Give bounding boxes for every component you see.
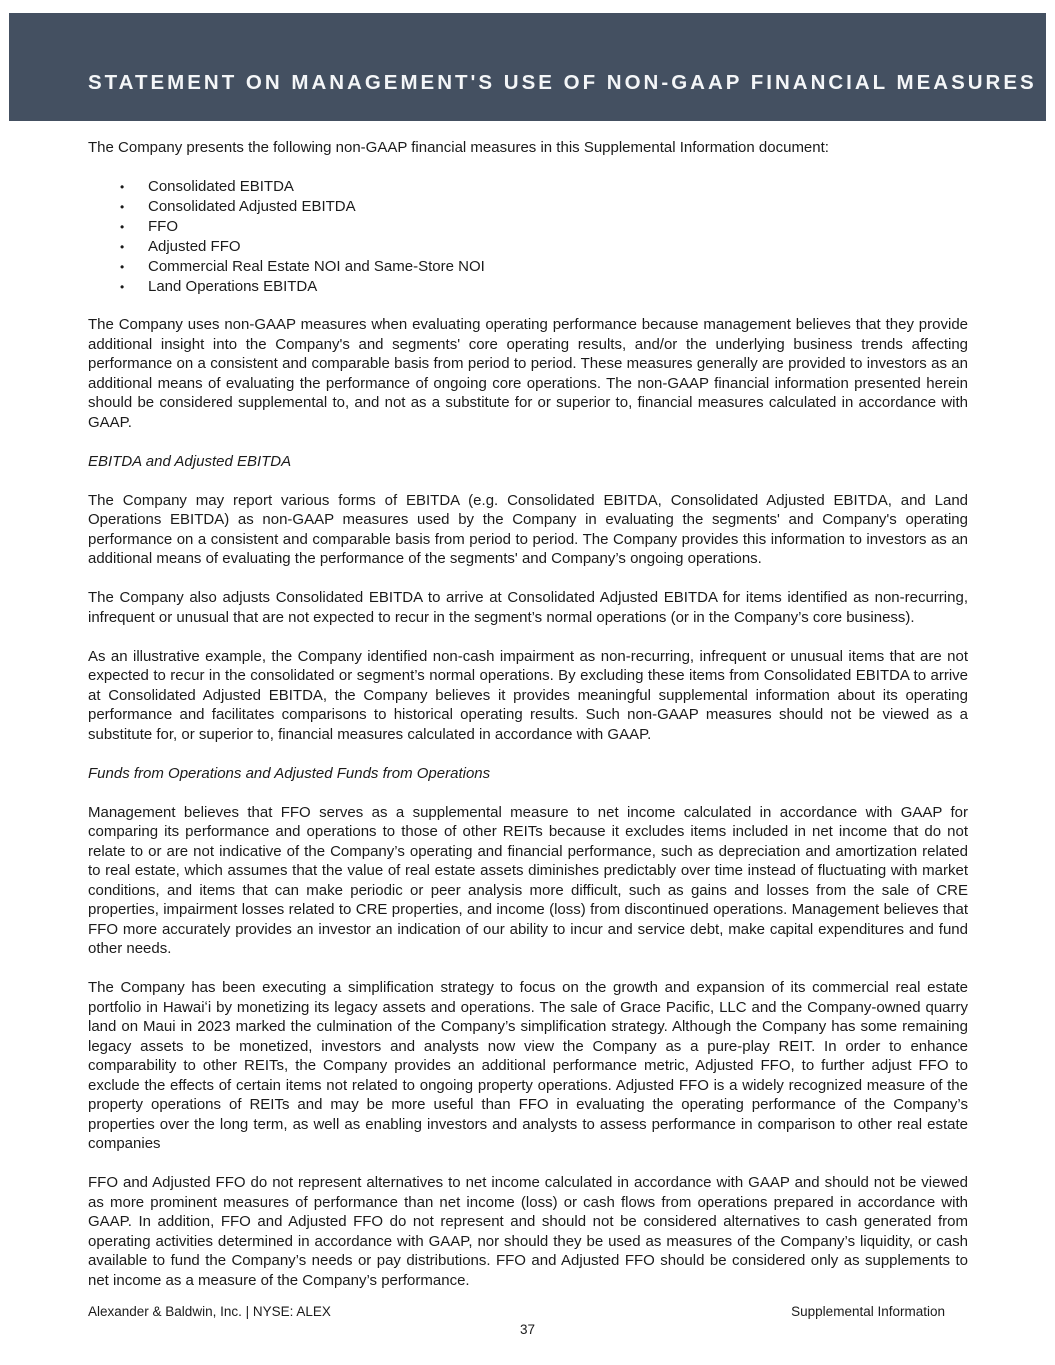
list-item — [120, 237, 968, 257]
footer-document-type: Supplemental Information — [791, 1304, 945, 1319]
paragraph-ebitda-report: The Company may report various forms of EBITDA (e.g. Consolidated EBITDA, Consolidated Adjusted EBITDA, and Land Operations EBITDA) as non-GAAP measures used by the Company in evaluating the segments' and Company's operating performance on a consistent and comparable basis from period to period. The Company provides this information to investors as an additional means of evaluating the performance of the segments' and Company’s ongoing operations. — [88, 491, 968, 567]
bullet-icon: • — [120, 220, 125, 234]
paragraph-ebitda-adjustments: The Company also adjusts Consolidated EBITDA to arrive at Consolidated Adjusted EBITDA for items identified as non-recurring, infrequent or unusual that are not expected to recur in the segment’s normal operations (or in the Company’s core business). — [88, 589, 968, 626]
bullet-icon: • — [120, 280, 125, 294]
paragraph-ffo-limitations: FFO and Adjusted FFO do not represent alternatives to net income calculated in accordance with GAAP and should not be viewed as more prominent measures of performance than net income (loss) or cash flows from operations prepared in accordance with GAAP. In addition, FFO and Adjusted FFO do not represent and should not be considered alternatives to cash generated from operating activities determined in accordance with GAAP, nor should they be used as measures of the Company’s liquidity, or cash available to fund the Company’s needs or pay distributions. FFO and Adjusted FFO should be considered only as supplements to net income as a measure of the Company’s performance. — [88, 1174, 968, 1289]
list-item — [120, 197, 968, 217]
list-item — [120, 277, 968, 297]
paragraph-simplification-strategy: The Company has been executing a simplification strategy to focus on the growth and expansion of its commercial real estate portfolio in Hawaiʻi by monetizing its legacy assets and operations. The sale of Grace Pacific, LLC and the Company-owned quarry land on Maui in 2023 marked the culmination of the Company’s simplification strategy. Although the Company has some remaining legacy assets to be monetized, investors and analysts now view the Company as a pure-play REIT. In order to enhance comparability to other REITs, the Company provides an additional performance metric, Adjusted FFO, to further adjust FFO to exclude the effects of certain items not related to ongoing property operations. Adjusted FFO is a widely recognized measure of the property operations of REITs and may be more useful than FFO in evaluating the operating performance of the Company’s properties over the long term, as well as enabling investors and analysts to assess performance in comparison to other real estate companies — [88, 979, 968, 1152]
paragraph-non-gaap-use: The Company uses non-GAAP measures when evaluating operating performance because management believes that they provide additional insight into the Company's and segments' core operating results, and/or the underlying business trends affecting performance on a consistent and comparable basis from period to period. These measures generally are provided to investors as an additional means of evaluating the performance of ongoing core operations. The non-GAAP financial information presented herein should be considered supplemental to, and not as a substitute for or superior to, financial measures calculated in accordance with GAAP. — [88, 316, 968, 431]
list-item-label: Land Operations EBITDA — [148, 278, 318, 295]
non-gaap-measures-list — [88, 177, 968, 297]
bullet-icon: • — [120, 200, 125, 214]
intro-paragraph: The Company presents the following non-GAAP financial measures in this Supplemental Information document: — [88, 139, 829, 156]
list-item-label: Consolidated Adjusted EBITDA — [148, 198, 356, 215]
list-item-label: Consolidated EBITDA — [148, 178, 294, 195]
section-heading-ffo: Funds from Operations and Adjusted Funds from Operations — [88, 764, 491, 782]
list-item-label: Adjusted FFO — [148, 238, 241, 255]
bullet-icon: • — [120, 180, 125, 194]
paragraph-ffo-measure: Management believes that FFO serves as a supplemental measure to net income calculated in accordance with GAAP for comparing its performance and operations to those of other REITs because it excludes items included in net income that do not relate to or are not indicative of the Company’s operating and financial performance, such as depreciation and amortization related to real estate, which assumes that the value of real estate assets diminishes predictably over time instead of fluctuating with market conditions, and items that can make periodic or peer analysis more difficult, such as gains and losses from the sale of CRE properties, impairment losses related to CRE properties, and income (loss) from discontinued operations. Management believes that FFO more accurately provides an investor an indication of our ability to incur and service debt, make capital expenditures and fund other needs. — [88, 803, 968, 957]
page-number: 37 — [519, 1322, 536, 1337]
list-item — [120, 217, 968, 237]
document-body — [88, 138, 968, 1310]
page-header-banner — [9, 13, 1046, 121]
bullet-icon: • — [120, 240, 125, 254]
list-item-label: Commercial Real Estate NOI and Same-Store NOI — [148, 258, 485, 275]
list-item — [120, 257, 968, 277]
bullet-icon: • — [120, 260, 125, 274]
page-title: STATEMENT ON MANAGEMENT'S USE OF NON-GAAP FINANCIAL MEASURES — [88, 71, 1037, 94]
footer-company-name: Alexander & Baldwin, Inc. | NYSE: ALEX — [88, 1304, 331, 1319]
paragraph-illustrative-example: As an illustrative example, the Company identified non-cash impairment as non-recurring, infrequent or unusual items that are not expected to recur in the consolidated or segment’s normal operations. By excluding these items from Consolidated EBITDA to arrive at Consolidated Adjusted EBITDA, the Company believes it provides meaningful supplemental information about its operating performance and facilitates comparisons to historical operating results. Such non-GAAP measures should not be viewed as a substitute for, or superior to, financial measures calculated in accordance with GAAP. — [88, 647, 968, 743]
section-heading-ebitda: EBITDA and Adjusted EBITDA — [88, 452, 292, 470]
list-item — [120, 177, 968, 197]
list-item-label: FFO — [148, 218, 178, 235]
